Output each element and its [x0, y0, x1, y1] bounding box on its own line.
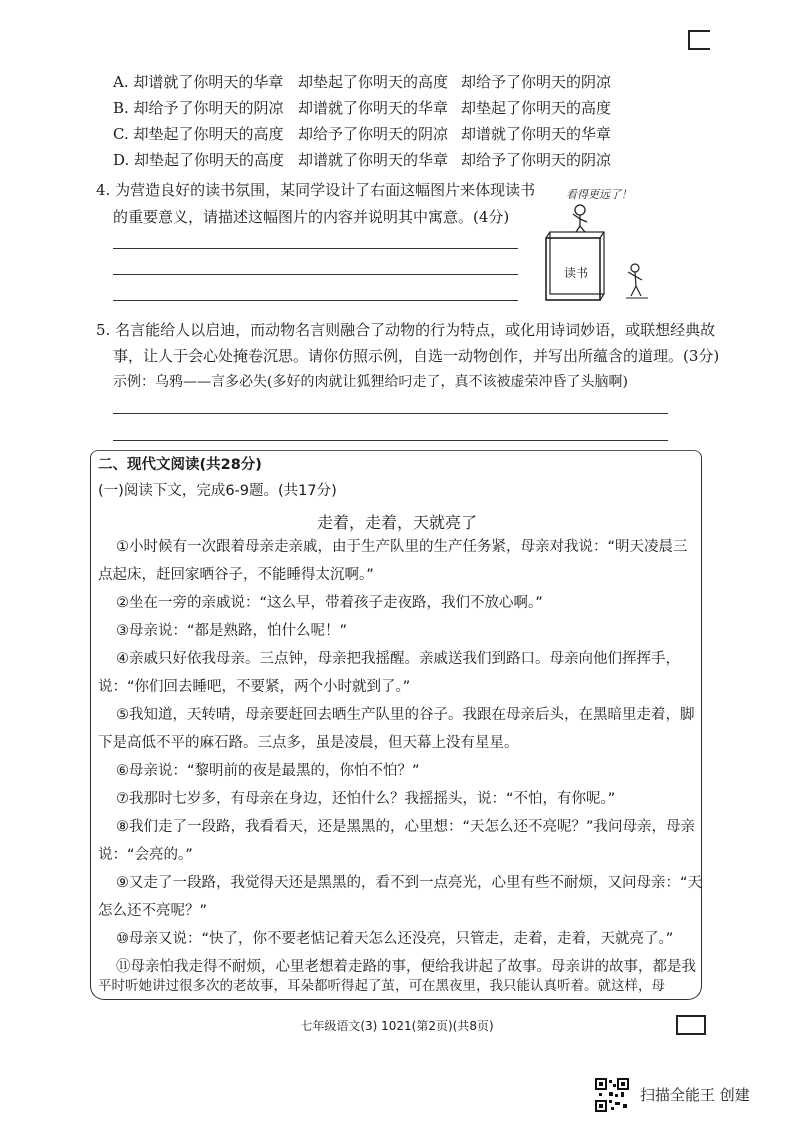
para-line: 下是高低不平的麻石路。三点多，虽是凌晨，但天幕上没有星星。: [98, 735, 519, 751]
para-line: ⑥母亲说：“黎明前的夜是最黑的，你怕不怕？”: [116, 763, 420, 779]
illus-book-label: 读书: [564, 266, 589, 280]
para-line: 说：“会亮的。”: [98, 847, 193, 863]
q4-answer-line-1[interactable]: [113, 248, 518, 249]
para-line: ⑩母亲又说：“快了，你不要老惦记着天怎么还没亮，只管走，走着，走着，天就亮了。”: [116, 931, 674, 947]
q5-answer-line-2[interactable]: [113, 440, 668, 441]
q5-example: 示例：乌鸦——言多必失(多好的肉就让狐狸给叼走了，真不该被虚荣冲昏了头脑啊): [113, 374, 628, 390]
para-line: ⑪母亲怕我走得不耐烦，心里老想着走路的事，便给我讲起了故事。母亲讲的故事，都是我: [116, 959, 696, 975]
page-footer: 七年级语文(3) 1021(第2页)(共8页): [300, 1019, 494, 1033]
book-stack-icon: [540, 182, 650, 304]
para-line: ②坐在一旁的亲戚说：“这么早，带着孩子走夜路，我们不放心啊。”: [116, 595, 543, 611]
para-line: 平时听她讲过很多次的老故事，耳朵都听得起了茧，可在黑夜里，我只能认真听着。就这样，母: [98, 978, 665, 994]
para-line: ⑧我们走了一段路，我看看天，还是黑黑的，心里想：“天怎么还不亮呢？”我问母亲，母亲: [116, 819, 696, 835]
para-line: 说：“你们回去睡吧，不要紧，两个小时就到了。”: [98, 679, 411, 695]
q4-answer-line-3[interactable]: [113, 300, 518, 301]
q4-line2: 的重要意义，请描述这幅图片的内容并说明其中寓意。(4分): [113, 208, 510, 226]
section-heading: 二、现代文阅读(共28分): [98, 457, 262, 473]
para-line: 点起床，赶回家晒谷子，不能睡得太沉啊。”: [98, 567, 374, 583]
reading-illustration: [540, 182, 650, 304]
option-b[interactable]: B. 却给予了你明天的阴凉 却谱就了你明天的华章 却垫起了你明天的高度: [113, 99, 612, 117]
para-line: ⑦我那时七岁多，有母亲在身边，还怕什么？我摇摇头，说：“不怕，有你呢。”: [116, 791, 616, 807]
q5-answer-line-1[interactable]: [113, 413, 668, 414]
article-title: 走着，走着，天就亮了: [316, 513, 477, 532]
scanner-watermark: 扫描全能王 创建: [640, 1086, 750, 1104]
corner-score-box: [688, 30, 710, 50]
section-sub: (一)阅读下文，完成6-9题。(共17分): [98, 483, 337, 499]
illus-caption: 看得更远了！: [566, 188, 632, 201]
q4-answer-line-2[interactable]: [113, 274, 518, 275]
q5-line1: 5. 名言能给人以启迪，而动物名言则融合了动物的行为特点，或化用诗词妙语，或联想经典故: [96, 321, 716, 339]
para-line: ⑤我知道，天转晴，母亲要赶回去晒生产队里的谷子。我跟在母亲后头，在黑暗里走着，脚: [116, 707, 695, 723]
q4-line1: 4. 为营造良好的读书氛围，某同学设计了右面这幅图片来体现读书: [96, 181, 536, 199]
option-c[interactable]: C. 却垫起了你明天的高度 却给予了你明天的阴凉 却谱就了你明天的华章: [113, 125, 612, 143]
q5-line2: 事，让人于会心处掩卷沉思。请你仿照示例，自选一动物创作，并写出所蕴含的道理。(3分): [113, 347, 720, 365]
para-line: ⑨又走了一段路，我觉得天还是黑黑的，看不到一点亮光，心里有些不耐烦，又问母亲：“天: [116, 875, 703, 891]
para-line: ①小时候有一次跟着母亲走亲戚，由于生产队里的生产任务紧，母亲对我说：“明天凌晨三: [116, 539, 688, 555]
para-line: ③母亲说：“都是熟路，怕什么呢！”: [116, 623, 348, 639]
para-line: ④亲戚只好依我母亲。三点钟，母亲把我摇醒。亲戚送我们到路口。母亲向他们挥挥手，: [116, 651, 680, 667]
footer-score-box: [676, 1015, 706, 1035]
option-d[interactable]: D. 却垫起了你明天的高度 却谱就了你明天的华章 却给予了你明天的阴凉: [113, 151, 612, 169]
para-line: 怎么还不亮呢？”: [98, 903, 208, 919]
option-a[interactable]: A. 却谱就了你明天的华章 却垫起了你明天的高度 却给予了你明天的阴凉: [113, 73, 612, 91]
qr-code-icon: [595, 1078, 629, 1112]
